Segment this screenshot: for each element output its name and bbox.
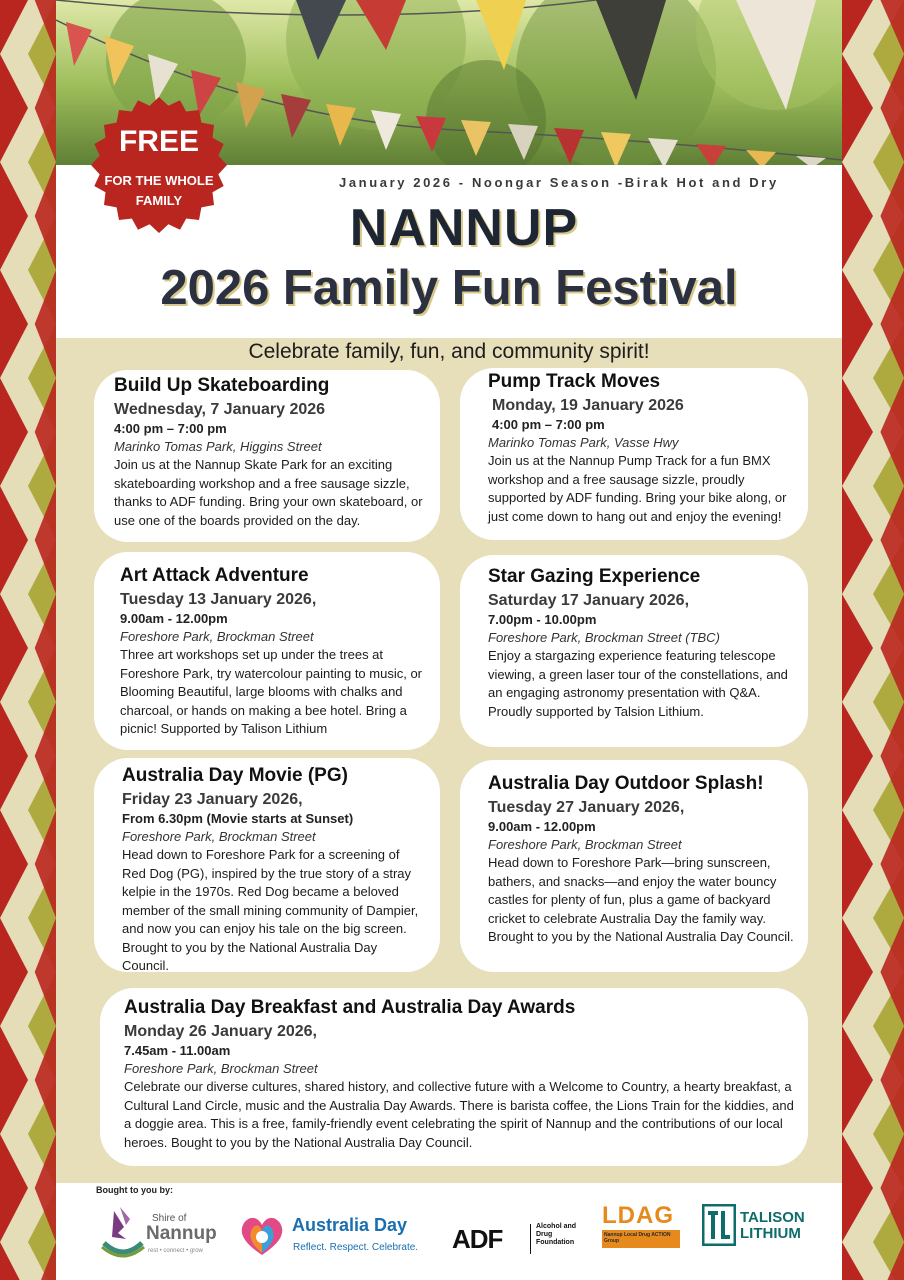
event-description: Head down to Foreshore Park for a screening of Red Dog (PG), inspired by the true story of a stray kelpie in the 1970s. Red Dog became a beloved member of the small mining community of Dampier, and now you can enjoy his tale on the big screen. Brought to you by the National Australia Day Council. — [122, 847, 419, 973]
title-nannup: NANNUP — [349, 199, 579, 257]
talison-lithium-logo — [702, 1204, 805, 1250]
australia-day-logo — [238, 1213, 428, 1263]
event-card-breakfast-awards — [100, 988, 808, 1166]
ldag-mark: LDAG — [602, 1202, 674, 1229]
australia-day-text: Australia Day — [292, 1215, 408, 1235]
event-date: Tuesday 13 January 2026, — [120, 591, 317, 608]
badge-free-text: FREE — [118, 125, 199, 158]
event-card-star-gazing — [460, 555, 808, 747]
event-time: 7.45am - 11.00am — [124, 1043, 231, 1058]
event-title: Build Up Skateboarding — [114, 375, 330, 396]
event-location: Foreshore Park, Brockman Street — [488, 837, 682, 852]
event-card-pump-track — [460, 368, 808, 540]
adf-divider — [530, 1224, 531, 1254]
event-location: Foreshore Park, Brockman Street — [124, 1061, 318, 1076]
event-description: Enjoy a stargazing experience featuring telescope viewing, a green laser tour of the constellations, and an engaging astronomy presentation with Q&A. Proudly supported by Talsion Lithium. — [488, 648, 788, 719]
event-date: Tuesday 27 January 2026, — [488, 799, 685, 816]
australia-day-heart-icon — [238, 1213, 286, 1259]
shire-of-nannup-logo — [96, 1203, 226, 1263]
poster — [56, 0, 842, 1280]
event-time: 4:00 pm – 7:00 pm — [114, 421, 227, 436]
season-line: January 2026 - Noongar Season -Birak Hot and Dry — [339, 175, 779, 190]
event-location: Foreshore Park, Brockman Street — [120, 629, 314, 644]
talison-line1: TALISON — [740, 1209, 805, 1226]
event-date: Monday, 19 January 2026 — [492, 397, 684, 414]
ldag-text: Nannup Local Drug ACTION Group — [602, 1230, 680, 1248]
shire-line1: Shire of — [152, 1213, 187, 1224]
ldag-logo — [602, 1202, 682, 1252]
event-location: Marinko Tomas Park, Vasse Hwy — [488, 435, 679, 450]
talison-emblem-icon — [702, 1204, 736, 1246]
event-description: Celebrate our diverse cultures, shared history, and collective future with a Welcome to Country, a hearty breakfast, a Cultural Land Circle, music and the Australia Day Awards. There is barista coffee, the Lions Train for the kiddies, and a doggie area. This is a free, family-friendly event celebrating the spirit of Nannup and the contributions of our local heroes. Bought to you by the National Australia Day Council. — [124, 1079, 794, 1150]
event-description: Join us at the Nannup Skate Park for an exciting skateboarding workshop and a free sausage sizzle, thanks to ADF funding. Bring your own skateboard, or use one of the boards provided on the day. — [114, 457, 423, 528]
bought-by-label: Bought to you by: — [96, 1185, 173, 1195]
event-title: Australia Day Outdoor Splash! — [488, 773, 764, 794]
event-time: 9.00am - 12.00pm — [120, 611, 228, 626]
event-description: Join us at the Nannup Pump Track for a fun BMX workshop and a free sausage sizzle, proudly supported by ADF funding. Bring your bike along, or just come down to hang out and enjoy the evening! — [488, 453, 787, 524]
event-card-outdoor-splash — [460, 760, 808, 972]
event-description: Three art workshops set up under the trees at Foreshore Park, try watercolour painting to music, or Blooming Beautiful, large blooms with chalks and charcoal, or hands on making a bee hotel. Bring a picnic! Supported by Talison Lithium — [120, 647, 423, 736]
event-date: Saturday 17 January 2026, — [488, 592, 690, 609]
event-date: Friday 23 January 2026, — [122, 791, 303, 808]
shire-emblem-icon — [96, 1203, 150, 1259]
event-description: Head down to Foreshore Park—bring sunscreen, bathers, and snacks—and enjoy the water bouncy castles for plenty of fun, plus a game of backyard cricket to celebrate Australia Day the family way. Brought to you by the National Australia Day Council. — [488, 855, 794, 944]
event-time: 7.00pm - 10.00pm — [488, 612, 597, 627]
event-title: Art Attack Adventure — [120, 565, 309, 586]
event-card-movie — [94, 758, 440, 972]
event-card-skateboarding — [94, 370, 440, 542]
event-date: Monday 26 January 2026, — [124, 1023, 317, 1040]
adf-mark: ADF — [452, 1224, 503, 1254]
event-time: From 6.30pm (Movie starts at Sunset) — [122, 811, 354, 826]
talison-line2: LITHIUM — [740, 1225, 801, 1242]
event-time: 9.00am - 12.00pm — [488, 819, 596, 834]
event-location: Foreshore Park, Brockman Street — [122, 829, 316, 844]
event-title: Star Gazing Experience — [488, 566, 701, 587]
event-location: Marinko Tomas Park, Higgins Street — [114, 439, 322, 454]
adf-text: Alcohol and Drug Foundation — [536, 1223, 577, 1246]
adf-logo — [452, 1222, 592, 1258]
right-border-pattern — [842, 0, 904, 1280]
left-border-pattern — [0, 0, 56, 1280]
event-title: Australia Day Movie (PG) — [122, 765, 348, 786]
event-time: 4:00 pm – 7:00 pm — [492, 417, 605, 432]
event-date: Wednesday, 7 January 2026 — [114, 401, 326, 418]
event-title: Pump Track Moves — [488, 371, 661, 392]
australia-day-tagline: Reflect. Respect. Celebrate. — [293, 1242, 419, 1253]
event-location: Foreshore Park, Brockman Street (TBC) — [488, 630, 720, 645]
event-card-art-attack — [94, 552, 440, 750]
shire-tagline: rest • connect • grow — [148, 1248, 203, 1254]
shire-line2: Nannup — [146, 1223, 217, 1244]
title-festival: 2026 Family Fun Festival — [160, 261, 738, 315]
tagline: Celebrate family, fun, and community spirit! — [248, 340, 650, 363]
badge-subtitle: FOR THE WHOLE FAMILY — [104, 173, 214, 208]
event-title: Australia Day Breakfast and Australia Day Awards — [124, 997, 576, 1018]
